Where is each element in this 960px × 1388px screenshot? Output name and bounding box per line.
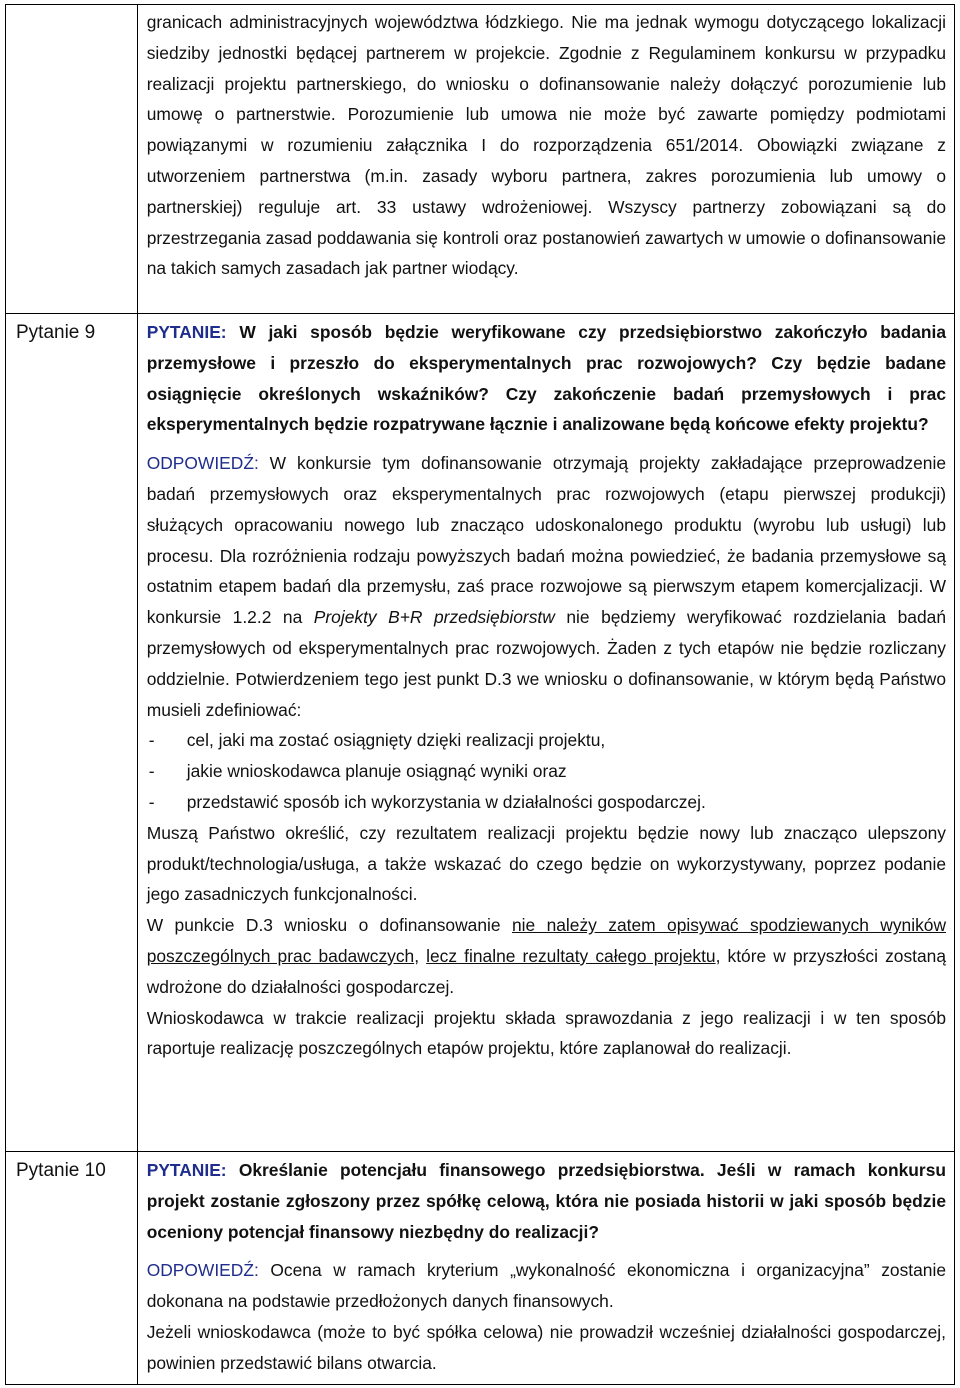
row-content-cell bbox=[137, 314, 954, 1152]
row-label-pytanie-10: Pytanie 10 bbox=[16, 1160, 106, 1181]
d3-underlined-1: nie należy zatem opisywać spodziewanych wyników poszczególnych prac badawczych bbox=[146, 915, 946, 966]
paragraph-d3 bbox=[147, 910, 946, 1002]
list-item-text: przedstawić sposób ich wykorzystania w działalności gospodarczej. bbox=[186, 791, 706, 812]
list-dash: - bbox=[148, 761, 155, 782]
answer-text-b: nie będziemy weryfikować rozdzielania badań przemysłowych od eksperymentalnych prac rozwojowych. Żaden z tych etapów nie będzie rozliczany oddzielnie. Potwierdzeniem tego jest punkt D.3 we wniosku o dofinansowanie, w którym będą Państwo musieli zdefiniować: bbox=[146, 607, 946, 720]
table-row bbox=[6, 314, 955, 1152]
d3-comma: , bbox=[414, 945, 427, 966]
question-9 bbox=[147, 317, 946, 440]
list-dash: - bbox=[148, 730, 155, 751]
question-text: Określanie potencjału finansowego przedsiębiorstwa. Jeśli w ramach konkursu projekt zostanie zgłoszony przez spółkę celową, która nie posiada historii w jaki sposób będzie oceniony potencjał finansowy niezbędny do realizacji? bbox=[146, 1160, 946, 1242]
question-key: PYTANIE: bbox=[146, 1160, 227, 1180]
paragraph-opening-balance: Jeżeli wnioskodawca (może to być spółka celowa) nie prowadził wcześniej działalności gospodarczej, powinien przedstawić bilans otwarcia. bbox=[146, 1321, 946, 1373]
d3-underlined-2: lecz finalne rezultaty całego projektu bbox=[426, 945, 716, 966]
list-item bbox=[149, 725, 946, 756]
table-row bbox=[6, 1152, 955, 1385]
requirements-list bbox=[147, 725, 946, 817]
continued-paragraph: granicach administracyjnych województwa łódzkiego. Nie ma jednak wymogu dotyczącego lokalizacji siedziby jednostki będącej partnerem w projekcie. Zgodnie z Regulaminem konkursu w przypadku realizacji projektu partnerskiego, do wniosku o dofinansowanie należy dołączyć porozumienie lub umowę o partnerstwie. Porozumienie lub umowa nie może być zawarte pomiędzy podmiotami powiązanymi w rozumieniu załącznika I do rozporządzenia 651/2014. Obowiązki związane z utworzeniem partnerstwa (m.in. zasady wyboru partnera, zakres porozumienia lub umowy o partnerskiej) reguluje art. 33 ustawy wdrożeniowej. Wszyscy partnerzy zobowiązani są do przestrzegania zasad poddawania się kontroli oraz postanowień zawartych w umowie o dofinansowanie na takich samych zasadach jak partner wiodący. bbox=[146, 12, 946, 279]
row-content-cell bbox=[137, 5, 954, 314]
question-10 bbox=[147, 1155, 946, 1247]
row-label-cell bbox=[6, 314, 138, 1152]
answer-key: ODPOWIEDŹ: bbox=[146, 1260, 259, 1281]
answer-text: Ocena w ramach kryterium „wykonalność ekonomiczna i organizacyjna” zostanie dokonana na podstawie przedłożonych danych finansowych. bbox=[146, 1260, 946, 1312]
answer-key: ODPOWIEDŹ: bbox=[146, 453, 259, 474]
answer-9 bbox=[147, 448, 946, 725]
question-text: W jaki sposób będzie weryfikowane czy przedsiębiorstwo zakończyło badania przemysłowe i przeszło do eksperymentalnych prac rozwojowych? Czy będzie badane osiągnięcie określonych wskaźników? Czy zakończenie badań przemysłowych i prac eksperymentalnych będzie rozpatrywane łącznie i analizowane będą końcowe efekty projektu? bbox=[146, 322, 946, 435]
row-label-pytanie-9: Pytanie 9 bbox=[16, 322, 96, 343]
paragraph-reporting: Wnioskodawca w trakcie realizacji projektu składa sprawozdania z jego realizacji i w ten sposób raportuje realizację poszczególnych etapów projektu, które zaplanował do realizacji. bbox=[146, 1007, 946, 1059]
answer-10 bbox=[147, 1255, 946, 1317]
d3-end: , które w przyszłości zostaną wdrożone do działalności gospodarczej. bbox=[146, 945, 946, 997]
list-item bbox=[149, 756, 946, 787]
question-key: PYTANIE: bbox=[146, 322, 227, 342]
program-name: Projekty B+R przedsiębiorstw bbox=[313, 607, 555, 628]
d3-intro: W punkcie D.3 wniosku o dofinansowanie bbox=[146, 915, 512, 936]
answer-text-a: W konkursie tym dofinansowanie otrzymają projekty zakładające przeprowadzenie badań przemysłowych oraz eksperymentalnych prac rozwojowych (etapu pierwszej produkcji) służących opracowaniu nowego lub znacząco udoskonalonego produktu (wyrobu lub usługi) lub procesu. Dla rozróżnienia rodzaju powyższych badań można powiedzieć, że badania przemysłowe są ostatnim etapem badań dla przemysłu, zaś prace rozwojowe są pierwszym etapem komercjalizacji. W konkursie 1.2.2 na bbox=[146, 453, 946, 628]
table-row bbox=[6, 5, 955, 314]
list-item-text: cel, jaki ma zostać osiągnięty dzięki realizacji projektu, bbox=[186, 730, 606, 751]
paragraph-product: Muszą Państwo określić, czy rezultatem realizacji projektu będzie nowy lub znacząco ulepszony produkt/technologia/usługa, a także wskazać do czego będzie on wykorzystywany, poprzez podanie jego zasadniczych funkcjonalności. bbox=[146, 822, 946, 905]
row-label bbox=[6, 5, 137, 9]
list-item-text: jakie wnioskodawca planuje osiągnąć wyniki oraz bbox=[186, 761, 567, 782]
list-item bbox=[149, 787, 946, 818]
row-content-cell bbox=[137, 1152, 954, 1385]
row-label-cell bbox=[6, 5, 138, 314]
list-dash: - bbox=[148, 791, 155, 812]
row-label-cell bbox=[6, 1152, 138, 1385]
qa-table bbox=[5, 4, 955, 1385]
